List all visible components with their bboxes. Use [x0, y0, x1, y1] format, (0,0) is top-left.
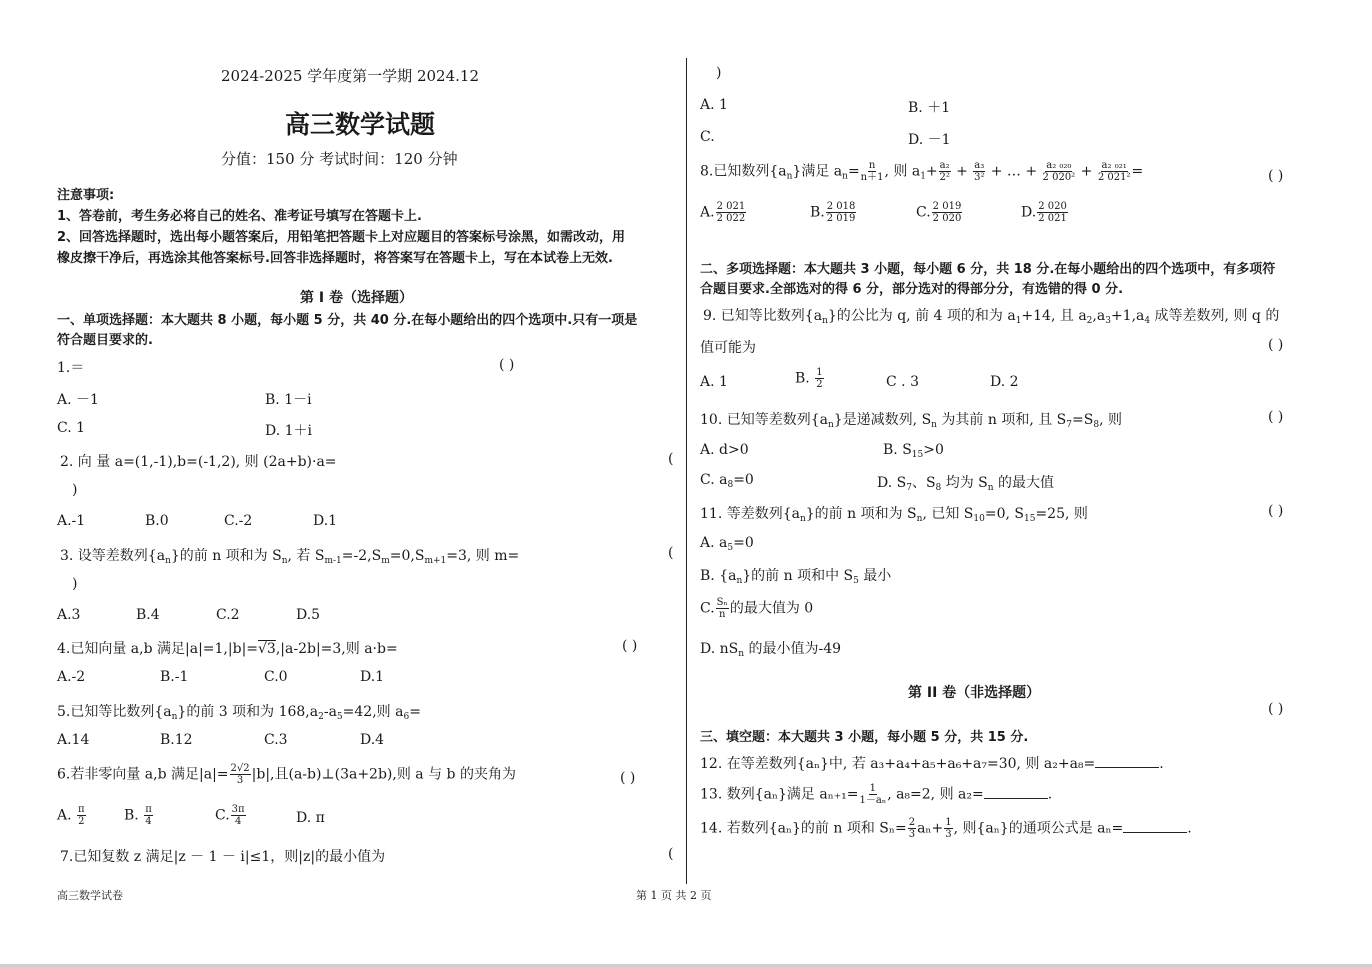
- part2-answer-paren: ( ): [1268, 701, 1284, 717]
- q3-option-c: C.2: [216, 607, 240, 623]
- q3-option-d: D.5: [296, 607, 321, 623]
- q1-stem: 1.＝: [57, 360, 85, 376]
- q5-option-a: A.14: [57, 732, 90, 748]
- q2-paren-left: (: [668, 451, 674, 467]
- q7-paren-left: (: [668, 846, 674, 862]
- q1-option-d: D. 1＋i: [265, 423, 313, 439]
- q2-paren-right: ): [72, 482, 78, 498]
- q8-option-c: C. $\frac{2 019}{2 020}$: [916, 201, 962, 224]
- section1-line-b: 符合题目要求的.: [57, 333, 153, 348]
- q14-answer-blank[interactable]: [1123, 820, 1187, 833]
- q5-option-b: B.12: [160, 732, 193, 748]
- q5-option-c: C.3: [264, 732, 288, 748]
- q6-option-c: C. $\frac{3\pi}{4}$: [215, 804, 245, 827]
- notice-heading: 注意事项:: [57, 188, 115, 203]
- q6-option-a: A. $\frac{\pi}{2}$: [57, 804, 85, 827]
- term-line: 2024-2025 学年度第一学期 2024.12: [221, 67, 479, 85]
- q12-answer-blank[interactable]: [1095, 755, 1159, 768]
- q6-answer-paren: ( ): [620, 770, 636, 786]
- q7-option-a: A. 1: [700, 97, 728, 113]
- q10-option-c: C. $a_8=0$: [700, 472, 754, 490]
- exam-meta: 分值：150 分 考试时间：120 分钟: [221, 150, 458, 168]
- section1-line-a: 一、单项选择题：本大题共 8 小题，每小题 5 分，共 40 分.在每小题给出的四个选项中.只有一项是: [57, 313, 638, 328]
- q9-option-d: D. 2: [990, 374, 1019, 390]
- q5-stem: 5.已知等比数列$\{a_n\}$的前 3 项和为 $168,a_2-a_5=42$,则 $a_6=$: [57, 704, 421, 722]
- q3-paren-right: ): [72, 576, 78, 592]
- q2-stem: 2. 向 量 a=(1,-1),b=(-1,2), 则 (2a+b)·a=: [60, 454, 337, 470]
- q10-answer-paren: ( ): [1268, 409, 1284, 425]
- q3-option-b: B.4: [136, 607, 160, 623]
- footer-left: 高三数学试卷: [57, 889, 123, 902]
- q9-option-b: B. $\frac{1}{2}$: [795, 367, 823, 390]
- q14-stem: 14. 若数列{aₙ}的前 n 项和 Sₙ= $\frac{2}{3}$ aₙ+ $\frac{1}{3}$ , 则{aₙ}的通项公式是 aₙ= .: [700, 817, 1192, 840]
- q11-answer-paren: ( ): [1268, 503, 1284, 519]
- notice-item-1: 1、答卷前，考生务必将自己的姓名、准考证号填写在答题卡上.: [57, 209, 422, 224]
- q6-option-d: D. π: [296, 810, 325, 826]
- q10-stem: 10. 已知等差数列$\{a_n\}$是递减数列, $S_n$ 为其前 n 项和, 且 $S_7=S_8$, 则: [700, 412, 1122, 430]
- section2-line-a: 二、多项选择题：本大题共 3 小题，每小题 6 分，共 18 分.在每小题给出的四个选项中，有多项符: [700, 262, 1276, 277]
- q3-stem: 3. 设等差数列$\{a_n\}$的前 n 项和为 $S_n$, 若 $S_{m-1}=-2,S_m=0,S_{m+1}=3$, 则 m=: [60, 548, 520, 566]
- q9-stem-cont: 值可能为: [700, 340, 756, 356]
- q11-option-a: A. $a_5=0$: [700, 535, 754, 553]
- q8-option-d: D. $\frac{2 020}{2 021}$: [1021, 201, 1067, 224]
- q11-option-d: D. $nS_n$ 的最小值为-49: [700, 641, 842, 659]
- q11-option-c: C. $\frac{\text{Sₙ}}{n}$ 的最大值为 0: [700, 597, 814, 620]
- page-number: 第 1 页 共 2 页: [636, 889, 712, 902]
- q1-option-b: B. 1－i: [265, 392, 312, 408]
- q7-option-c: C.: [700, 129, 715, 145]
- q6-option-b: B. $\frac{\pi}{4}$: [124, 804, 152, 827]
- q12-stem: 12. 在等差数列{aₙ}中, 若 a₃+a₄+a₅+a₆+a₇=30, 则 a₂+a₈= .: [700, 756, 1164, 772]
- section2-line-b: 合题目要求.全部选对的得 6 分，部分选对的得部分分，有选错的得 0 分.: [700, 282, 1124, 297]
- q8-stem: 8.已知数列$\{a_n\}$满足 $a_n=$ $\frac{n}{n+1}$ , 则 $a_1+$ $\frac{\text{a₂}}{\text{2²}}$ + $\frac{\text{a₃}}{\text{3²}}$ + … + $\frac{\text{a₂ ₀₂₀}}{\text{2 020²}}$ + $\frac{\text{a₂ ₀₂₁}}{\text{2 021²}}$ =: [700, 160, 1144, 183]
- part1-title: 第 I 卷（选择题）: [300, 290, 413, 306]
- q2-option-a: A.-1: [57, 513, 86, 529]
- q1-answer-paren: ( ): [499, 357, 515, 373]
- q3-option-a: A.3: [57, 607, 81, 623]
- q2-option-b: B.0: [145, 513, 169, 529]
- q9-answer-paren: ( ): [1268, 337, 1284, 353]
- notice-item-2a: 2、回答选择题时，选出每小题答案后，用铅笔把答题卡上对应题目的答案标号涂黑，如需改动，用: [57, 230, 626, 245]
- q4-stem: 4.已知向量 a,b 满足|a|=1,|b|=√3,|a-2b|=3,则 a·b=: [57, 641, 398, 657]
- q7-option-b: B. ＋1: [908, 100, 951, 116]
- q9-option-c: C . 3: [886, 374, 919, 390]
- q7-stem: 7.已知复数 z 满足|z － 1 － i|≤1，则|z|的最小值为: [60, 849, 386, 865]
- q4-answer-paren: ( ): [622, 638, 638, 654]
- q2-option-d: D.1: [313, 513, 338, 529]
- q8-answer-paren: ( ): [1268, 168, 1284, 184]
- q5-option-d: D.4: [360, 732, 385, 748]
- section3-heading: 三、填空题：本大题共 3 小题，每小题 5 分，共 15 分.: [700, 730, 1029, 745]
- q8-option-a: A. $\frac{2 021}{2 022}$: [700, 201, 746, 224]
- q10-option-a: A. d>0: [700, 442, 749, 458]
- page-title: 高三数学试题: [285, 110, 436, 139]
- q13-answer-blank[interactable]: [984, 786, 1048, 799]
- q1-option-a: A. －1: [57, 392, 99, 408]
- q4-option-b: B.-1: [160, 669, 189, 685]
- part2-title: 第 II 卷（非选择题）: [908, 685, 1041, 701]
- q11-option-b: B. $\{a_n\}$的前 n 项和中 $S_5$ 最小: [700, 568, 892, 586]
- q13-stem: 13. 数列{aₙ}满足 aₙ₊₁= $\frac{1}{\text{1－aₙ}}$ , a₈=2, 则 a₂= .: [700, 783, 1053, 806]
- q4-option-c: C.0: [264, 669, 288, 685]
- notice-item-2b: 橡皮擦干净后，再选涂其他答案标号.回答非选择题时，将答案写在答题卡上，写在本试卷上无效.: [57, 251, 613, 266]
- q1-option-c: C. 1: [57, 420, 86, 436]
- q3-paren-left: (: [668, 545, 674, 561]
- q10-option-b: B. $S_{15}>0$: [883, 442, 944, 460]
- q11-stem: 11. 等差数列$\{a_n\}$的前 n 项和为 $S_n$, 已知 $S_{10}=0$, $S_{15}=25$, 则: [700, 506, 1088, 524]
- q7-paren-right: ): [716, 65, 722, 81]
- q4-option-d: D.1: [360, 669, 385, 685]
- q8-option-b: B. $\frac{2 018}{2 019}$: [810, 201, 856, 224]
- q9-stem: 9. 已知等比数列$\{a_n\}$的公比为 q, 前 4 项的和为 $a_1+14$, 且 $a_2,a_3+1,a_4$ 成等差数列, 则 q 的: [703, 308, 1280, 326]
- q7-option-d: D. －1: [908, 132, 951, 148]
- column-divider: [686, 58, 687, 884]
- q2-option-c: C.-2: [224, 513, 253, 529]
- q6-stem: 6.若非零向量 a,b 满足|a|= $\frac{2√2}{3}$ |b|,且(a-b)⊥(3a+2b),则 a 与 b 的夹角为: [57, 763, 516, 786]
- q4-option-a: A.-2: [57, 669, 86, 685]
- q9-option-a: A. 1: [700, 374, 728, 390]
- q10-option-d: D. $S_7$、$S_8$ 均为 $S_n$ 的最大值: [877, 475, 1055, 493]
